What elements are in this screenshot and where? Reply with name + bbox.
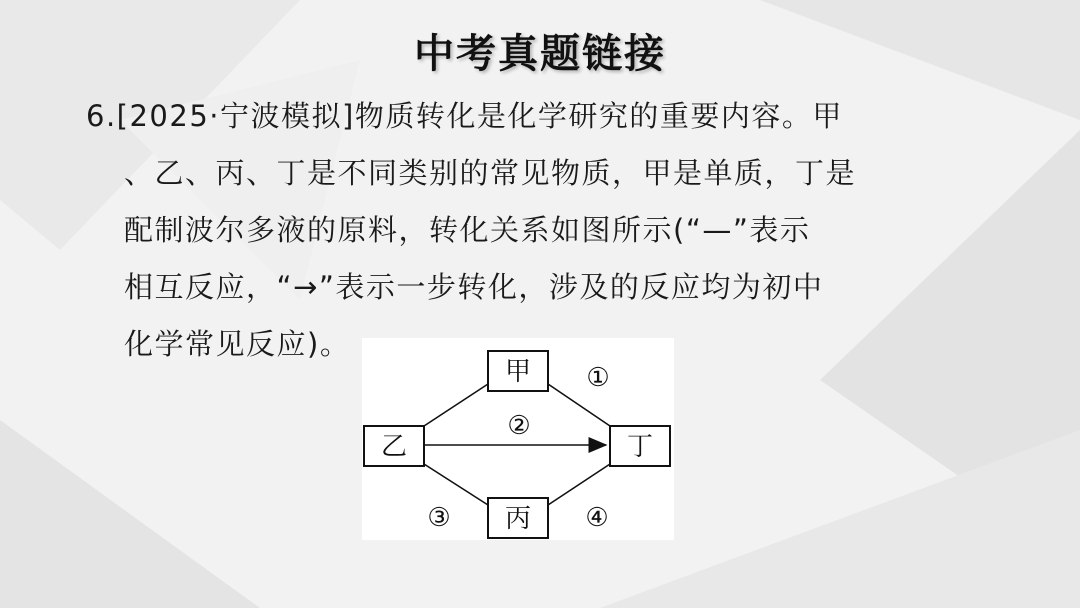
- question-line-3: 配制波尔多液的原料，转化关系如图所示(“—”表示: [124, 213, 811, 247]
- node-yi: [364, 426, 424, 466]
- node-bing: [488, 498, 548, 538]
- page-title: 中考真题链接: [414, 31, 666, 77]
- question-line-2: 、乙、丙、丁是不同类别的常见物质，甲是单质，丁是: [124, 156, 857, 190]
- node-yi-label: 乙: [380, 432, 408, 462]
- edge-label-1: ①: [586, 363, 610, 393]
- question-text: [86, 88, 1006, 373]
- question-line-5: 化学常见反应)。: [124, 327, 351, 361]
- question-line-4: 相互反应，“→”表示一步转化，涉及的反应均为初中: [124, 270, 824, 304]
- node-ding-label: 丁: [626, 432, 654, 462]
- node-bing-label: 丙: [504, 504, 532, 534]
- edge-label-2: ②: [507, 411, 531, 441]
- node-jia-label: 甲: [504, 357, 532, 387]
- node-jia: [488, 351, 548, 391]
- transformation-diagram: [362, 338, 674, 540]
- question-line-1: 6.[2025·宁波模拟]物质转化是化学研究的重要内容。甲: [86, 99, 843, 133]
- node-ding: [610, 426, 670, 466]
- edge-label-3: ③: [427, 503, 451, 533]
- edge-label-4: ④: [585, 503, 609, 533]
